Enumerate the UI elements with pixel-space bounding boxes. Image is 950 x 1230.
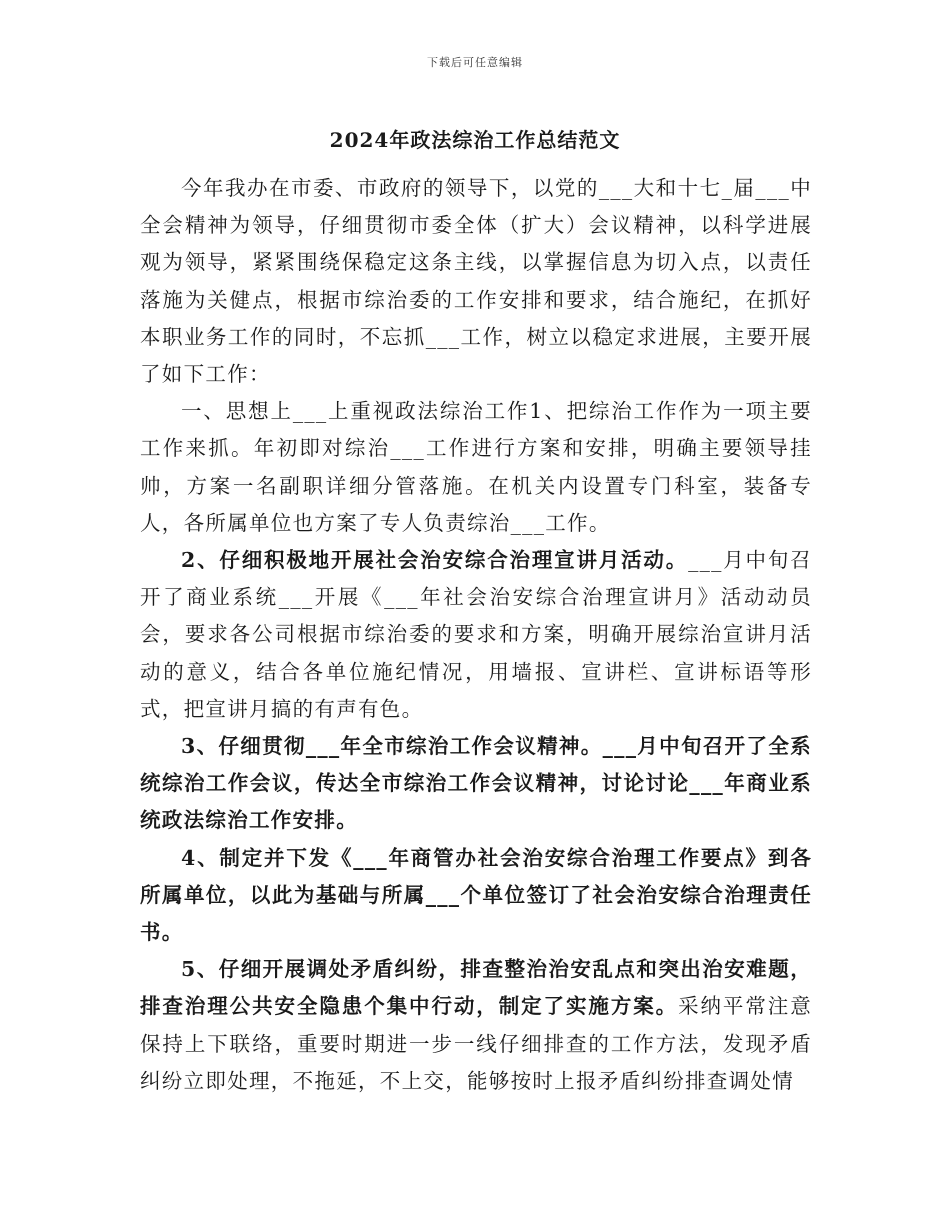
paragraph-6 — [140, 951, 812, 1100]
paragraph-1-text: 今年我办在市委、市政府的领导下，以党的___大和十七_届___中全会精神为领导，仔细贯彻市委全体（扩大）会议精神，以科学进展观为领导，紧紧围绕保稳定这条主线，以掌握信息为切入点，以责任落施为关健点，根据市综治委的工作安排和要求，结合施纪，在抓好本职业务工作的同时，不忘抓___工作，树立以稳定求进展，主要开展了如下工作： — [140, 176, 812, 387]
paragraph-4-bold: 3、仔细贯彻___年全市综治工作会议精神。___月中旬召开了全系统综治工作会议，传达全市综治工作会议精神，讨论讨论___年商业系统政法综治工作安排。 — [140, 734, 812, 833]
paragraph-3 — [140, 542, 812, 728]
document-body — [140, 170, 812, 1100]
paragraph-2 — [140, 393, 812, 542]
paragraph-6-bold: 5、仔细开展调处矛盾纠纷，排查整治治安乱点和突出治安难题，排查治理公共安全隐患个集中行动，制定了实施方案。 — [140, 957, 812, 1019]
paragraph-2-text: 一、思想上___上重视政法综治工作1、把综治工作作为一项主要工作来抓。年初即对综治___工作进行方案和安排，明确主要领导挂帅，方案一名副职详细分管落施。在机关内设置专门科室，装备专人，各所属单位也方案了专人负责综治___工作。 — [140, 399, 812, 535]
paragraph-3-bold: 2、仔细积极地开展社会治安综合治理宣讲月活动。 — [181, 548, 689, 573]
page-header-note: 下载后可任意编辑 — [427, 56, 523, 69]
paragraph-4 — [140, 728, 812, 840]
paragraph-6-text: 采纳平常注意保持上下联络，重要时期进一步一线仔细排查的工作方法，发现矛盾纠纷立即处理，不拖延，不上交，能够按时上报矛盾纠纷排查调处情 — [140, 994, 812, 1093]
paragraph-5 — [140, 840, 812, 952]
document-title: 2024年政法综治工作总结范文 — [329, 128, 621, 152]
paragraph-3-text: ___月中旬召开了商业系统___开展《___年社会治安综合治理宣讲月》活动动员会，要求各公司根据市综治委的要求和方案，明确开展综治宣讲月活动的意义，结合各单位施纪情况，用墙报、宣讲栏、宣讲标语等形式，把宣讲月搞的有声有色。 — [140, 548, 812, 721]
paragraph-5-bold: 4、制定并下发《___年商管办社会治安综合治理工作要点》到各所属单位，以此为基础与所属___个单位签订了社会治安综合治理责任书。 — [140, 845, 812, 945]
paragraph-1 — [140, 170, 812, 393]
